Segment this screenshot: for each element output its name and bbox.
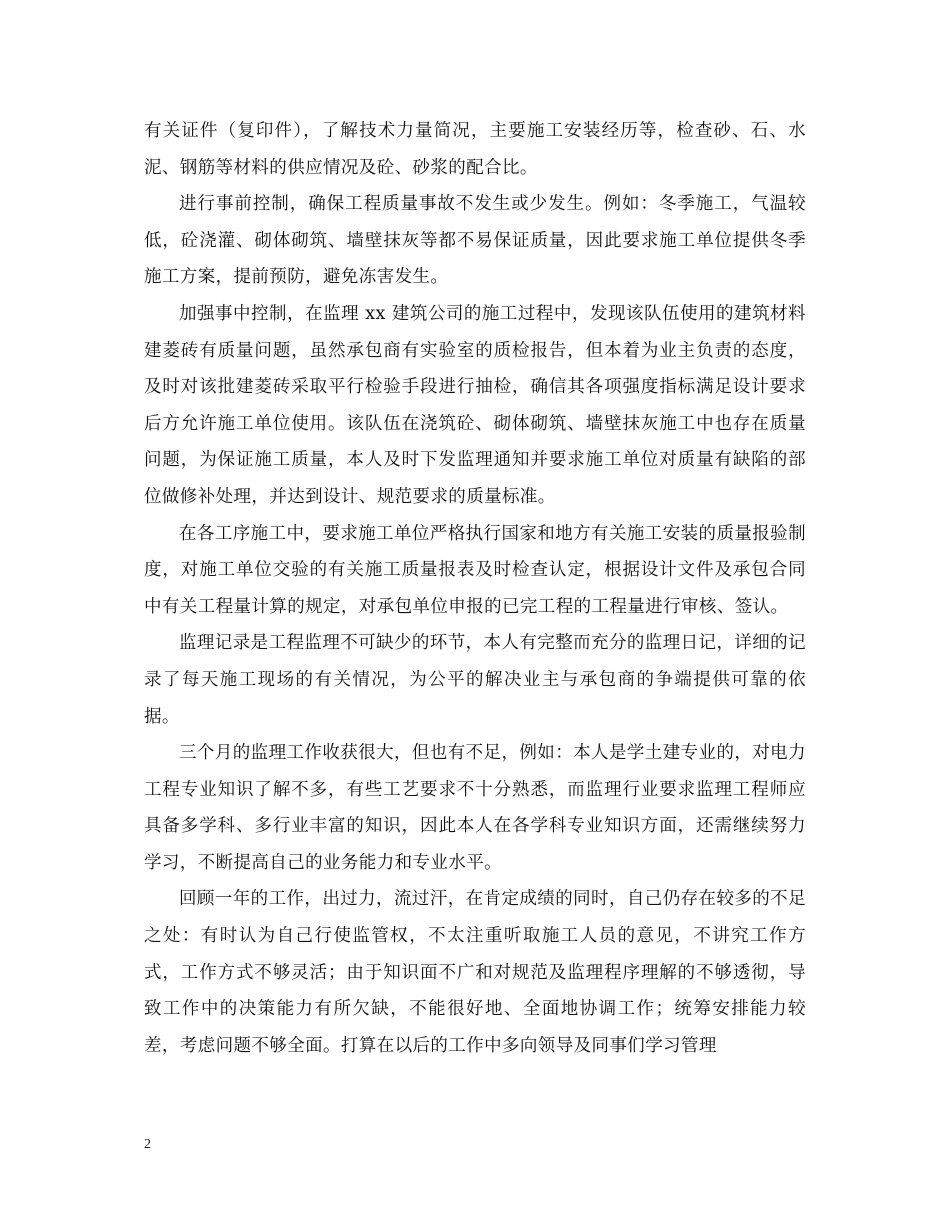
paragraph-2: 进行事前控制，确保工程质量事故不发生或少发生。例如：冬季施工，气温较低，砼浇灌、砌体砌筑、墙壁抹灰等都不易保证质量，因此要求施工单位提供冬季施工方案，提前预防，避免冻害发生。: [144, 194, 806, 288]
paragraph-4: 在各工序施工中，要求施工单位严格执行国家和地方有关施工安装的质量报验制度，对施工单位交验的有关施工质量报表及时检查认定，根据设计文件及承包合同中有关工程量计算的规定，对承包单位申报的已完工程的工程量进行审核、签认。: [144, 523, 806, 617]
paragraph-1: 有关证件（复印件），了解技术力量简况，主要施工安装经历等，检查砂、石、水泥、钢筋等材料的供应情况及砼、砂浆的配合比。: [144, 121, 806, 178]
paragraph-5: 监理记录是工程监理不可缺少的环节，本人有完整而充分的监理日记，详细的记录了每天施工现场的有关情况，为公平的解决业主与承包商的争端提供可靠的依据。: [144, 633, 806, 727]
paragraph-3: 加强事中控制，在监理 xx 建筑公司的施工过程中，发现该队伍使用的建筑材料建菱砖有质量问题，虽然承包商有实验室的质检报告，但本着为业主负责的态度，及时对该批建菱砖采取平行检验手段进行抽检，确信其各项强度指标满足设计要求后方允许施工单位使用。该队伍在浇筑砼、砌体砌筑、墙壁抹灰施工中也存在质量问题，为保证施工质量，本人及时下发监理通知并要求施工单位对质量有缺陷的部位做修补处理，并达到设计、规范要求的质量标准。: [144, 303, 806, 507]
page-number: 2: [144, 1137, 151, 1152]
paragraph-7: 回顾一年的工作，出过力，流过汗，在肯定成绩的同时，自己仍存在较多的不足之处：有时认为自己行使监管权，不太注重听取施工人员的意见，不讲究工作方式，工作方式不够灵活；由于知识面不广和对规范及监理程序理解的不够透彻，导致工作中的决策能力有所欠缺，不能很好地、全面地协调工作；统筹安排能力较差，考虑问题不够全面。打算在以后的工作中多向领导及同事们学习管理: [144, 889, 806, 1056]
paragraph-6: 三个月的监理工作收获很大，但也有不足，例如：本人是学土建专业的，对电力工程专业知识了解不多，有些工艺要求不十分熟悉，而监理行业要求监理工程师应具备多学科、多行业丰富的知识，因此本人在各学科专业知识方面，还需继续努力学习，不断提高自己的业务能力和专业水平。: [144, 743, 806, 873]
document-body: [144, 113, 806, 1064]
